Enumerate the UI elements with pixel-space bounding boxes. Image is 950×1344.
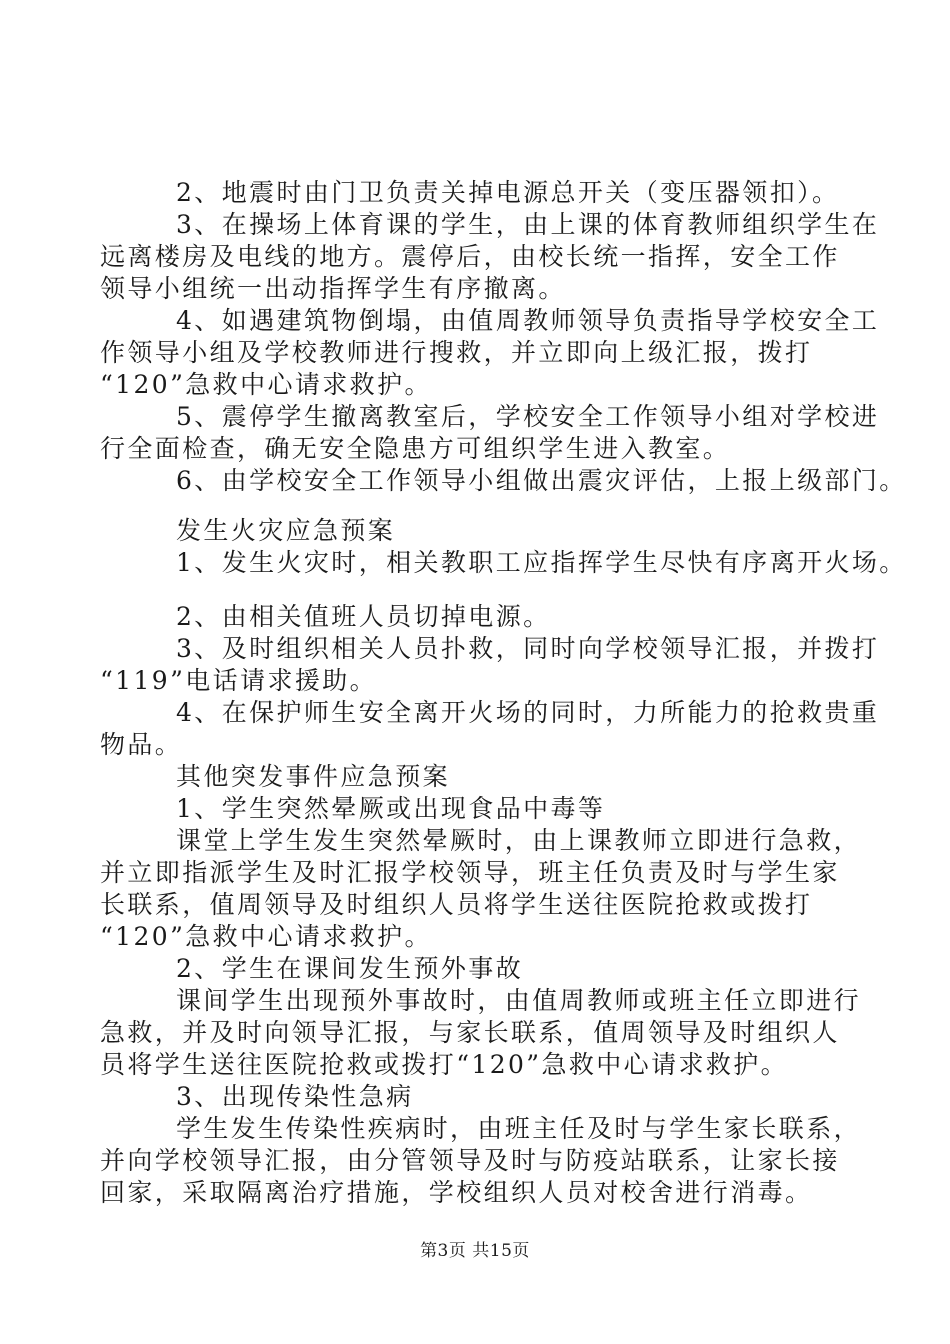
paragraph-line: 远离楼房及电线的地方。震停后，由校长统一指挥，安全工作 bbox=[100, 242, 840, 271]
paragraph-line: 4、如遇建筑物倒塌，由值周教师领导负责指导学校安全工 bbox=[176, 306, 880, 335]
paragraph-line: 课间学生出现预外事故时，由值周教师或班主任立即进行 bbox=[176, 986, 862, 1015]
paragraph-line: 长联系，值周领导及时组织人员将学生送往医院抢救或拨打 bbox=[100, 890, 813, 919]
paragraph-line: 2、地震时由门卫负责关掉电源总开关（变压器领扣）。 bbox=[176, 178, 840, 207]
paragraph-line: 物品。 bbox=[100, 730, 183, 759]
paragraph-line: 1、发生火灾时，相关教职工应指挥学生尽快有序离开火场。 bbox=[176, 548, 907, 577]
paragraph-line: 6、由学校安全工作领导小组做出震灾评估，上报上级部门。 bbox=[176, 466, 907, 495]
paragraph-line: “120”急救中心请求救护。 bbox=[100, 922, 432, 951]
paragraph-line: 3、及时组织相关人员扑救，同时向学校领导汇报，并拨打 bbox=[176, 634, 880, 663]
paragraph-line: “120”急救中心请求救护。 bbox=[100, 370, 432, 399]
subsection-heading: 1、学生突然晕厥或出现食品中毒等 bbox=[176, 794, 606, 823]
paragraph-line: 员将学生送往医院抢救或拨打“120”急救中心请求救护。 bbox=[100, 1050, 789, 1079]
paragraph-line: 作领导小组及学校教师进行搜救，并立即向上级汇报，拨打 bbox=[100, 338, 813, 367]
paragraph-line: 并立即指派学生及时汇报学校领导，班主任负责及时与学生家 bbox=[100, 858, 840, 887]
paragraph-line: 3、在操场上体育课的学生，由上课的体育教师组织学生在 bbox=[176, 210, 880, 239]
paragraph-line: 并向学校领导汇报，由分管领导及时与防疫站联系，让家长接 bbox=[100, 1146, 840, 1175]
paragraph-line: 学生发生传染性疾病时，由班主任及时与学生家长联系， bbox=[176, 1114, 862, 1143]
subsection-heading: 3、出现传染性急病 bbox=[176, 1082, 414, 1111]
paragraph-line: 5、震停学生撤离教室后，学校安全工作领导小组对学校进 bbox=[176, 402, 880, 431]
paragraph-line: 行全面检查，确无安全隐患方可组织学生进入教室。 bbox=[100, 434, 731, 463]
paragraph-line: 4、在保护师生安全离开火场的同时，力所能力的抢救贵重 bbox=[176, 698, 880, 727]
section-heading: 其他突发事件应急预案 bbox=[176, 762, 451, 791]
subsection-heading: 2、学生在课间发生预外事故 bbox=[176, 954, 524, 983]
page-number-footer: 第3页 共15页 bbox=[420, 1241, 530, 1261]
paragraph-line: 2、由相关值班人员切掉电源。 bbox=[176, 602, 551, 631]
paragraph-line: 回家，采取隔离治疗措施，学校组织人员对校舍进行消毒。 bbox=[100, 1178, 813, 1207]
paragraph-line: “119”电话请求援助。 bbox=[100, 666, 378, 695]
paragraph-line: 领导小组统一出动指挥学生有序撤离。 bbox=[100, 274, 566, 303]
paragraph-line: 课堂上学生发生突然晕厥时，由上课教师立即进行急救， bbox=[176, 826, 862, 855]
section-heading: 发生火灾应急预案 bbox=[176, 516, 396, 545]
paragraph-line: 急救，并及时向领导汇报，与家长联系，值周领导及时组织人 bbox=[100, 1018, 840, 1047]
